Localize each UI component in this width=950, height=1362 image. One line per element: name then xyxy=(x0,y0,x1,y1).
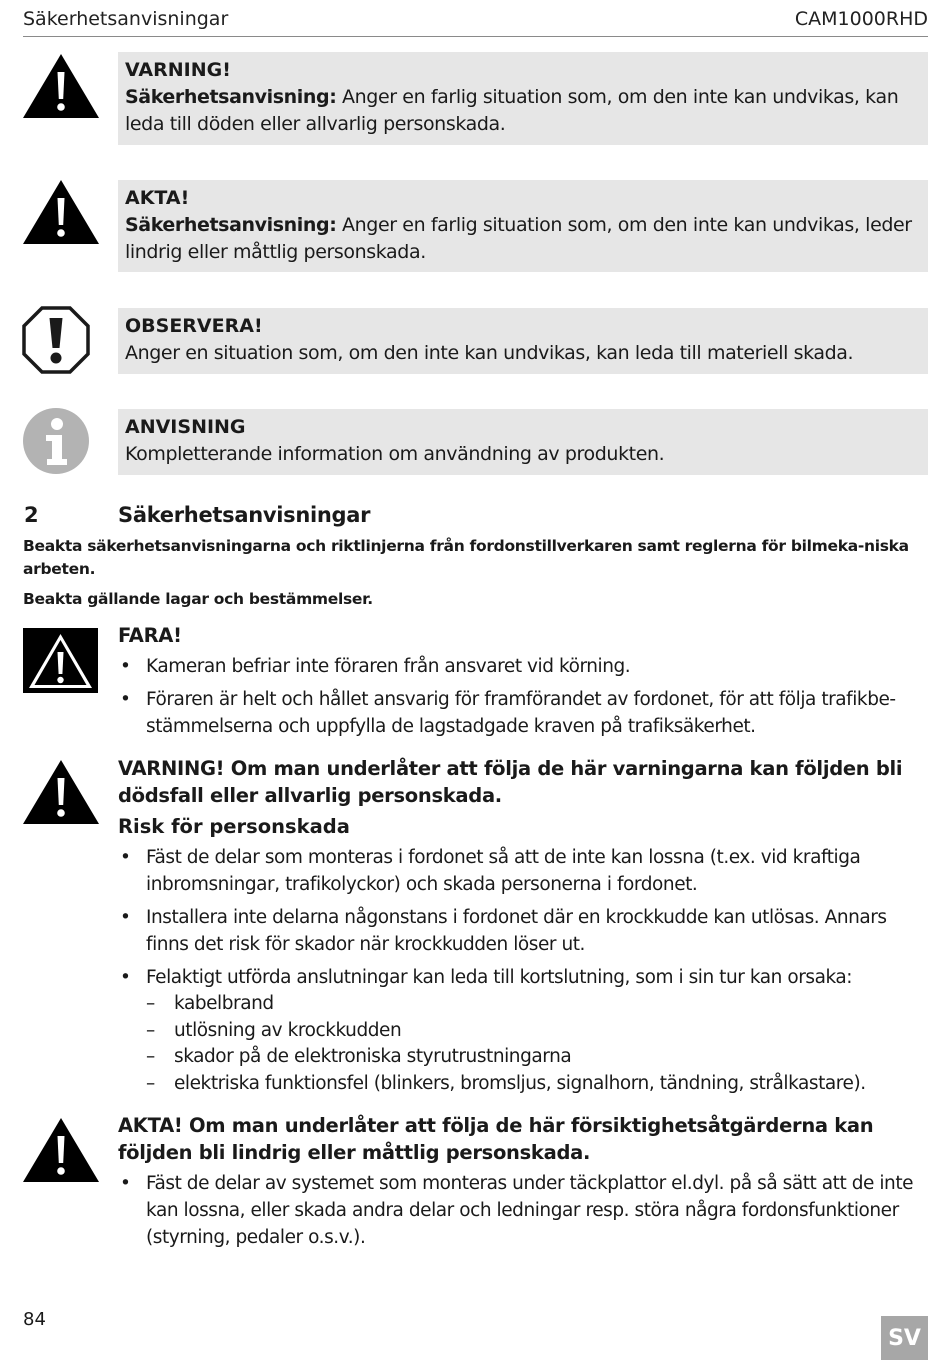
bullet-text: Föraren är helt och hållet ansvarig för framförandet av fordonet, för att följa trafikbe-stämmelserna och uppfylla de lagstadgade kraven på trafiksäkerhet. xyxy=(146,689,896,737)
dash-glyph: – xyxy=(146,1019,155,1041)
language-tab: SV xyxy=(881,1316,928,1360)
notice-text: Kompletterande information om användning av produkten. xyxy=(125,443,665,465)
varning-heading: VARNING! Om man underlåter att följa de här varningarna kan följden bli dödsfall eller allvarlig personskada. xyxy=(118,757,903,807)
dash-glyph: – xyxy=(146,993,155,1014)
notice-title: OBSERVERA! xyxy=(125,315,263,337)
notice-lead: Säkerhetsanvisning: xyxy=(125,214,337,236)
header-divider xyxy=(23,36,928,37)
varning-subheading: Risk för personskada xyxy=(118,815,350,838)
varning-list xyxy=(118,844,928,1097)
bullet-text: Felaktigt utförda anslutningar kan leda till kortslutning, som i sin tur kan orsaka: xyxy=(146,967,853,988)
section-intro-2: Beakta gällande lagar och bestämmelser. xyxy=(23,590,373,608)
warning-triangle-icon xyxy=(22,178,100,246)
dash-item xyxy=(146,991,928,1018)
section-intro-1 xyxy=(23,535,928,581)
notice-lead: Säkerhetsanvisning: xyxy=(125,86,337,108)
notice-text: Anger en situation som, om den inte kan undvikas, kan leda till materiell skada. xyxy=(125,342,854,364)
bullet-text: Fäst de delar som monteras i fordonet så att de inte kan lossna (t.ex. vid kraftiga inbromsningar, trafikolyckor) och skada personerna i fordonet. xyxy=(146,847,861,895)
notice-anvisning xyxy=(118,409,928,475)
list-item xyxy=(118,653,928,680)
notice-text xyxy=(125,212,920,266)
section-number: 2 xyxy=(24,503,39,527)
akta-block xyxy=(118,1112,928,1257)
notice-title: VARNING! xyxy=(125,59,231,81)
running-header-model: CAM1000RHD xyxy=(794,8,928,30)
danger-triangle-icon xyxy=(23,628,98,693)
bullet-glyph: • xyxy=(120,967,131,988)
dash-list xyxy=(146,991,928,1097)
dash-glyph: – xyxy=(146,1046,155,1067)
intro-text: Beakta säkerhetsanvisningarna och riktlinjerna från fordonstillverkaren samt reglerna för bilmeka-niska arbeten. xyxy=(23,537,909,578)
fara-list xyxy=(118,653,928,740)
dash-text: elektriska funktionsfel (blinkers, bromsljus, signalhorn, tändning, strålkastare). xyxy=(174,1072,866,1094)
running-header-title: Säkerhetsanvisningar xyxy=(23,8,229,30)
dash-item xyxy=(146,1071,928,1098)
notice-akta xyxy=(118,180,928,272)
notice-observera xyxy=(118,308,928,374)
list-item xyxy=(118,904,928,958)
list-item xyxy=(118,844,928,898)
info-circle-icon xyxy=(22,407,90,475)
bullet-text: Kameran befriar inte föraren från ansvaret vid körning. xyxy=(146,656,631,677)
section-title: Säkerhetsanvisningar xyxy=(118,503,371,527)
bullet-glyph: • xyxy=(120,656,131,677)
dash-item xyxy=(146,1018,928,1045)
bullet-text: Fäst de delar av systemet som monteras under täckplattor el.dyl. på så sätt att de inte kan lossna, eller skada andra delar och ledningar resp. störa några fordonsfunktioner (styrning, pedaler o.s.v.). xyxy=(146,1173,914,1248)
akta-list xyxy=(118,1170,928,1251)
varning-block xyxy=(118,755,928,1103)
notice-text xyxy=(125,84,920,138)
list-item xyxy=(118,964,928,1097)
notice-varning xyxy=(118,52,928,145)
notice-title: ANVISNING xyxy=(125,416,246,438)
notice-body: Anger en farlig situation som, om den inte kan undvikas, leder lindrig eller måttlig personskada. xyxy=(125,214,912,263)
dash-glyph: – xyxy=(146,1072,155,1094)
dash-text: kabelbrand xyxy=(174,993,274,1014)
octagon-exclamation-icon xyxy=(22,306,90,374)
warning-triangle-icon xyxy=(22,52,100,120)
bullet-text: Installera inte delarna någonstans i fordonet där en krockkudde kan utlösas. Annars finns det risk för skador när krockkudden löser ut. xyxy=(146,907,887,955)
fara-heading: FARA! xyxy=(118,624,182,647)
fara-block xyxy=(118,622,928,746)
dash-text: skador på de elektroniska styrutrustningarna xyxy=(174,1046,572,1067)
bullet-glyph: • xyxy=(120,689,131,710)
dash-text: utlösning av krockkudden xyxy=(174,1019,402,1041)
bullet-glyph: • xyxy=(120,907,131,928)
list-item xyxy=(118,1170,928,1251)
warning-triangle-icon xyxy=(22,758,100,826)
bullet-glyph: • xyxy=(120,847,131,868)
list-item xyxy=(118,686,928,740)
bullet-glyph: • xyxy=(120,1173,131,1194)
warning-triangle-icon xyxy=(22,1116,100,1184)
notice-title: AKTA! xyxy=(125,187,190,209)
dash-item xyxy=(146,1044,928,1071)
akta-heading: AKTA! Om man underlåter att följa de här försiktighetsåtgärderna kan följden bli lindrig eller måttlig personskada. xyxy=(118,1114,874,1164)
page-number: 84 xyxy=(23,1309,46,1330)
notice-body: Anger en farlig situation som, om den inte kan undvikas, kan leda till döden eller allvarlig personskada. xyxy=(125,86,899,135)
